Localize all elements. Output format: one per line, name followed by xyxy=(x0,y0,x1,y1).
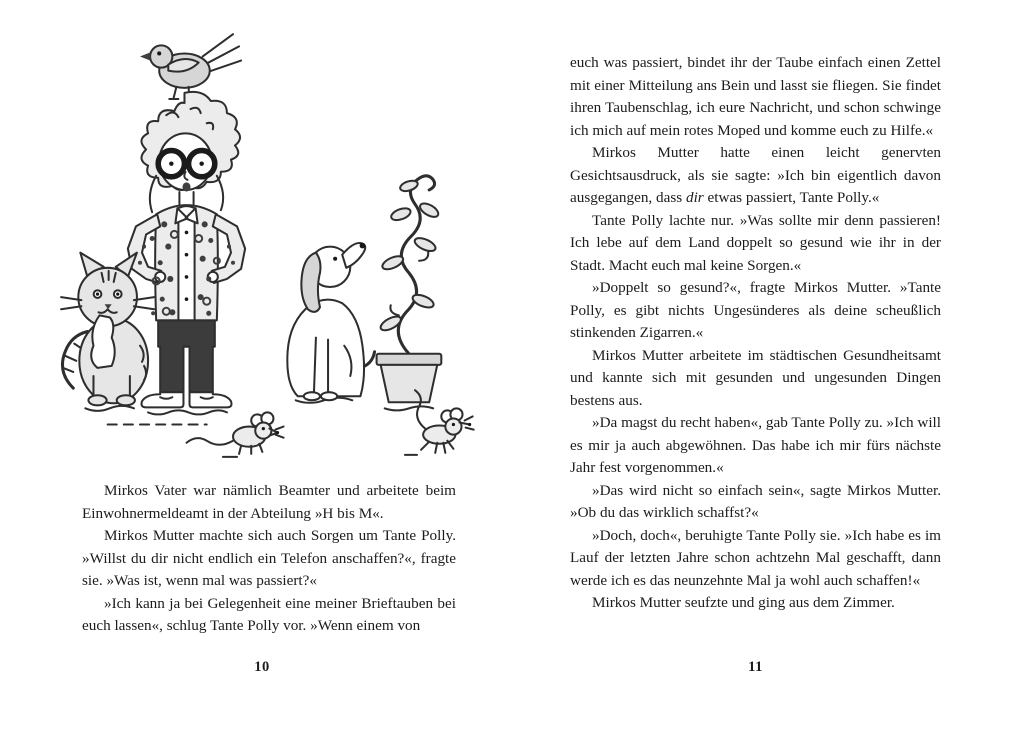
text-run: Tante Polly lachte nur. »Was sollte mir denn passieren! Ich lebe auf dem Land doppelt so gesund wie ihr in der Stadt. Macht euch mal keine Sorgen.« xyxy=(570,211,941,274)
paragraph xyxy=(82,525,456,593)
book-illustration xyxy=(55,12,500,467)
paragraph xyxy=(570,525,941,593)
text-run: Mirkos Mutter hatte einen leicht genervten Gesichtsausdruck, als sie sagte: »Ich bin eigentlich davon ausgegangen, dass xyxy=(570,144,941,206)
text-run: »Doch, doch«, beruhigte Tante Polly sie. »Ich habe es im Lauf der letzten Jahre schon achtzehn Mal geschafft, dann werde ich es das neunzehnte Mal ja wohl auch schaffen!« xyxy=(570,526,941,589)
paragraph xyxy=(82,480,456,525)
right-page-paragraphs xyxy=(570,52,941,615)
paragraph xyxy=(570,345,941,413)
woman-cardigan xyxy=(128,205,245,320)
paragraph xyxy=(82,593,456,638)
paragraph xyxy=(570,142,941,210)
page-number-left: 10 xyxy=(254,659,270,675)
text-run: »Das wird nicht so einfach sein«, sagte Mirkos Mutter. »Ob du das wirklich schaffst?« xyxy=(570,481,941,521)
paragraph xyxy=(570,52,941,142)
text-run: Mirkos Mutter seufzte und ging aus dem Zimmer. xyxy=(592,594,895,611)
pigeon xyxy=(140,34,241,99)
woman-shoes xyxy=(142,392,232,407)
text-run: »Ich kann ja bei Gelegenheit eine meiner Brieftauben bei euch lassen«, schlug Tante Polly vor. »Wenn einem von xyxy=(82,594,456,634)
paragraph xyxy=(570,412,941,480)
woman-face xyxy=(158,133,215,206)
text-run: dir xyxy=(685,189,704,206)
text-run: etwas passiert, Tante Polly.« xyxy=(703,189,880,206)
left-page-paragraphs xyxy=(82,480,456,638)
paragraph xyxy=(570,480,941,525)
text-run: »Da magst du recht haben«, gab Tante Polly zu. »Ich will es mir ja auch abgewöhnen. Das habe ich mir fürs nächste Jahr fest vorgenommen.« xyxy=(570,414,941,476)
text-run: Mirkos Mutter arbeitete im städtischen Gesundheitsamt und kannte sich mit gesunden und ungesunden Dingen bestens aus. xyxy=(570,346,941,409)
text-run: Mirkos Vater war nämlich Beamter und arbeitete beim Einwohnermeldeamt in der Abteilung »H bis M«. xyxy=(82,482,456,522)
paragraph xyxy=(570,592,941,615)
dog xyxy=(287,243,374,401)
text-run: »Doppelt so gesund?«, fragte Mirkos Mutter. »Tante Polly, es gibt nichts Ungesünderes als deine scheußlich stinkenden Zigarren.« xyxy=(570,279,941,341)
potted-plant xyxy=(377,176,442,402)
paragraph xyxy=(570,210,941,278)
mouse-left xyxy=(187,412,284,453)
page-number-right: 11 xyxy=(748,659,763,675)
text-run: euch was passiert, bindet ihr der Taube einfach einen Zettel mit einer Mitteilung ans Bein und lasst sie fliegen. Sie findet ihren Taubenschlag, ich eure Nachricht, und schon schwinge ich mich auf mein rotes Moped und komme euch zu Hilfe.« xyxy=(570,54,941,139)
woman-pants xyxy=(158,320,215,392)
text-run: Mirkos Mutter machte sich auch Sorgen um Tante Polly. »Willst du dir nicht endlich ein Telefon anschaffen?«, fragte sie. »Was ist, wenn mal was passiert?« xyxy=(82,527,456,589)
paragraph xyxy=(570,277,941,345)
